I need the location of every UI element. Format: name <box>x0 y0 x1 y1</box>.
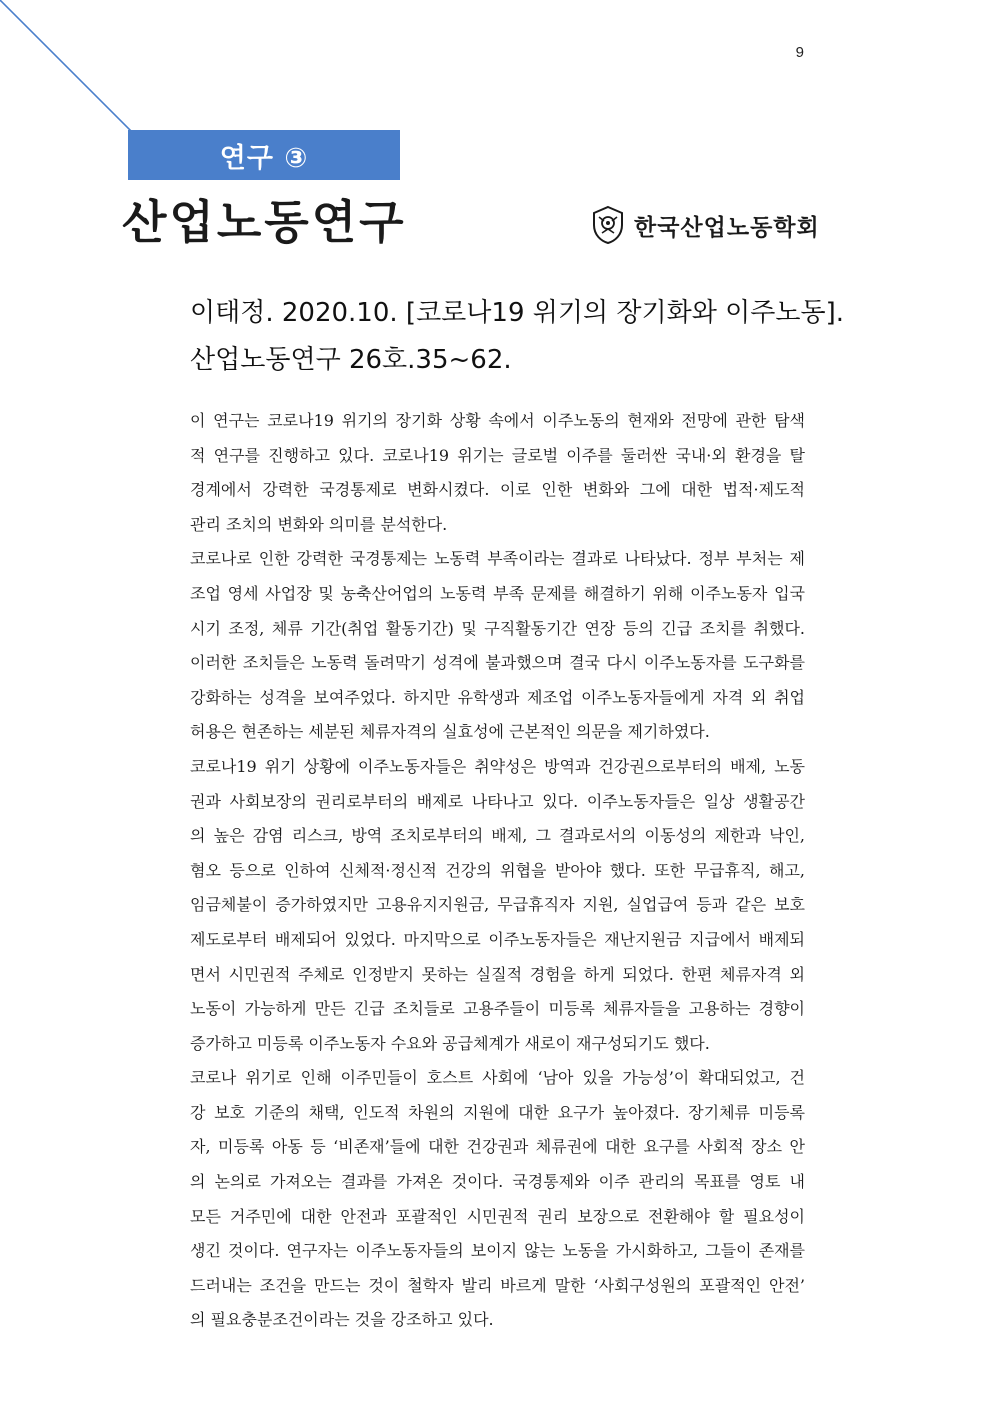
society-name: 한국산업노동학회 <box>634 214 820 241</box>
section-tab <box>128 130 400 180</box>
body-line: 코로나로 인한 강력한 국경통제는 노동력 부족이라는 결과로 나타났다. 정부 부처는 제 <box>190 549 805 569</box>
body-line: 자, 미등록 아동 등 ‘비존재’들에 대한 건강권과 체류권에 대한 요구를 사회적 장소 안 <box>190 1137 805 1157</box>
citation <box>190 290 844 384</box>
body-line: 경계에서 강력한 국경통제로 변화시켰다. 이로 인한 변화와 그에 대한 법적·제도적 <box>190 480 805 500</box>
body-line: 시기 조정, 체류 기간(취업 활동기간) 및 구직활동기간 연장 등의 긴급 조치를 취했다. <box>190 618 805 638</box>
society-logo <box>590 205 820 245</box>
body-line: 허용은 현존하는 세분된 체류자격의 실효성에 근본적인 의문을 제기하였다. <box>190 722 710 742</box>
body-line: 관리 조치의 변화와 의미를 분석한다. <box>190 514 448 534</box>
body-line: 권과 사회보장의 권리로부터의 배제로 나타나고 있다. 이주노동자들은 일상 생활공간 <box>190 791 805 811</box>
corner-decoration-line <box>0 0 140 140</box>
body-line: 증가하고 미등록 이주노동자 수요와 공급체계가 새로이 재구성되기도 했다. <box>190 1033 710 1053</box>
body-line: 생긴 것이다. 연구자는 이주노동자들의 보이지 않는 노동을 가시화하고, 그들이 존재를 <box>190 1241 805 1261</box>
body-line: 강화하는 성격을 보여주었다. 하지만 유학생과 제조업 이주노동자들에게 자격 외 취업 <box>190 687 805 707</box>
body-line: 노동이 가능하게 만든 긴급 조치들로 고용주들이 미등록 체류자들을 고용하는 경향이 <box>190 999 805 1019</box>
body-line: 제도로부터 배제되어 있었다. 마지막으로 이주노동자들은 재난지원금 지급에서 배제되 <box>190 929 805 949</box>
body-line: 이러한 조치들은 노동력 돌려막기 성격에 불과했으며 결국 다시 이주노동자를 도구화를 <box>190 653 805 673</box>
body-line: 모든 거주민에 대한 안전과 포괄적인 시민권적 권리 보장으로 전환해야 할 필요성이 <box>190 1206 805 1226</box>
page-number: 9 <box>795 44 804 61</box>
abstract-body <box>190 404 805 1338</box>
body-line: 이 연구는 코로나19 위기의 장기화 상황 속에서 이주노동의 현재와 전망에 관한 탐색 <box>190 411 805 430</box>
body-line: 코로나 위기로 인해 이주민들이 호스트 사회에 ‘남아 있을 가능성’이 확대되었고, 건 <box>190 1068 805 1088</box>
body-line: 임금체불이 증가하였지만 고용유지지원금, 무급휴직자 지원, 실업급여 등과 같은 보호 <box>190 895 805 915</box>
body-line: 적 연구를 진행하고 있다. 코로나19 위기는 글로벌 이주를 둘러싼 국내·외 환경을 탈 <box>190 445 805 465</box>
body-line: 조업 영세 사업장 및 농축산어업의 노동력 부족 문제를 해결하기 위해 이주노동자 입국 <box>190 583 805 603</box>
body-line: 코로나19 위기 상황에 이주노동자들은 취약성은 방역과 건강권으로부터의 배제, 노동 <box>190 756 805 776</box>
body-line: 드러내는 조건을 만드는 것이 철학자 발리 바르게 말한 ‘사회구성원의 포괄적인 안전’ <box>190 1275 805 1295</box>
journal-title: 산업노동연구 <box>122 195 407 249</box>
citation-line: 이태정. 2020.10. [코로나19 위기의 장기화와 이주노동]. <box>190 298 844 328</box>
body-line: 강 보호 기준의 채택, 인도적 차원의 지원에 대한 요구가 높아졌다. 장기체류 미등록 <box>190 1102 805 1122</box>
society-emblem-icon <box>590 205 626 245</box>
body-line: 면서 시민권적 주체로 인정받지 못하는 실질적 경험을 하게 되었다. 한편 체류자격 외 <box>190 964 805 984</box>
body-line: 혐오 등으로 인하여 신체적·정신적 건강의 위협을 받아야 했다. 또한 무급휴직, 해고, <box>190 860 805 880</box>
citation-line: 산업노동연구 26호.35~62. <box>190 345 512 375</box>
body-line: 의 높은 감염 리스크, 방역 조치로부터의 배제, 그 결과로서의 이동성의 제한과 낙인, <box>190 826 805 846</box>
body-line: 의 논의로 가져오는 결과를 가져온 것이다. 국경통제와 이주 관리의 목표를 영토 내 <box>190 1172 805 1192</box>
section-tab-label: 연구 ③ <box>219 142 309 174</box>
body-line: 의 필요충분조건이라는 것을 강조하고 있다. <box>190 1310 494 1330</box>
